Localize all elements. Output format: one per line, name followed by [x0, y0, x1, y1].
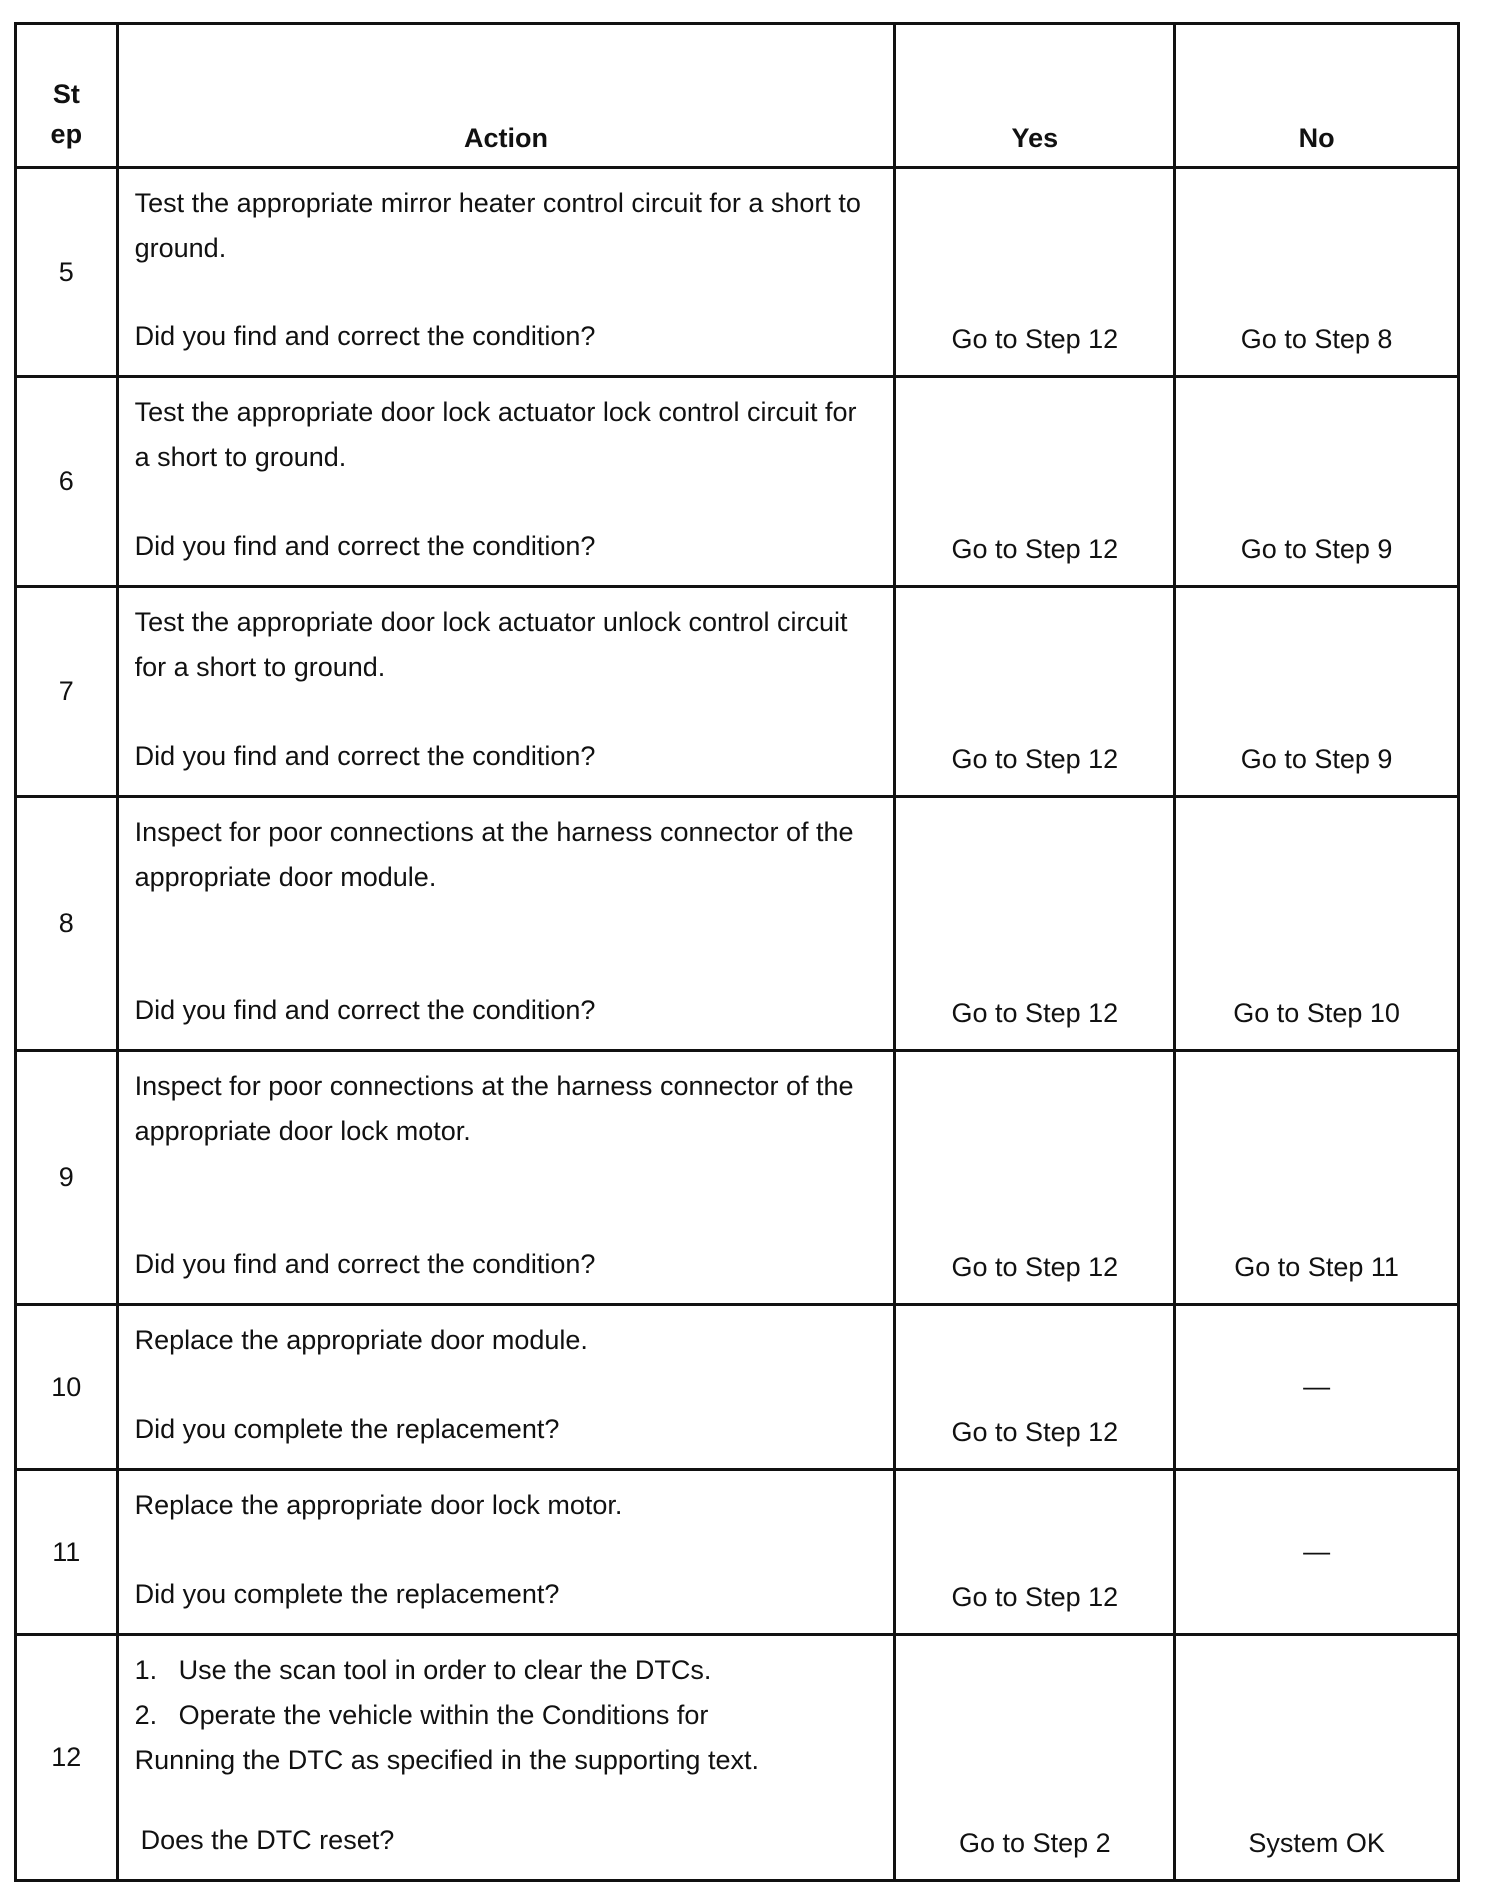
header-step-line2: ep	[50, 119, 83, 149]
table-row	[16, 377, 1459, 587]
action-cell	[117, 377, 895, 587]
action-cell	[117, 587, 895, 797]
table-row	[16, 168, 1459, 377]
step-number: 6	[16, 377, 118, 587]
table-row	[16, 1470, 1459, 1635]
action-text: Replace the appropriate door lock motor.	[134, 1490, 623, 1520]
yes-cell	[895, 377, 1175, 587]
step-number: 5	[16, 168, 118, 377]
action-question: Did you find and correct the condition?	[134, 1249, 596, 1279]
action-text: Test the appropriate door lock actuator lock control circuit for a short to ground.	[134, 397, 857, 472]
action-question: Does the DTC reset?	[140, 1825, 395, 1855]
action-cell	[117, 168, 895, 377]
header-step	[16, 24, 118, 168]
no-cell	[1175, 1051, 1459, 1305]
yes-answer: Go to Step 12	[951, 744, 1119, 774]
step-number: 9	[16, 1051, 118, 1305]
action-text: Inspect for poor connections at the harness connector of the appropriate door lock motor.	[134, 1071, 854, 1146]
yes-cell	[895, 1470, 1175, 1635]
no-answer: Go to Step 8	[1240, 324, 1393, 354]
action-cell	[117, 1051, 895, 1305]
header-step-line1: St	[52, 79, 80, 109]
step-number: 10	[16, 1305, 118, 1470]
no-cell	[1175, 1635, 1459, 1881]
yes-cell	[895, 1305, 1175, 1470]
action-cell	[117, 1635, 895, 1881]
action-question: Did you find and correct the condition?	[134, 741, 596, 771]
action-cell	[117, 797, 895, 1051]
action-text: Inspect for poor connections at the harness connector of the appropriate door module.	[134, 817, 854, 892]
action-question: Did you find and correct the condition?	[134, 995, 596, 1025]
step-number: 11	[16, 1470, 118, 1635]
list-item	[135, 1648, 864, 1693]
no-answer: Go to Step 11	[1234, 1252, 1399, 1282]
yes-answer: Go to Step 12	[951, 1417, 1119, 1447]
action-text: Test the appropriate door lock actuator unlock control circuit for a short to ground.	[134, 607, 848, 682]
table-row	[16, 587, 1459, 797]
no-cell	[1175, 797, 1459, 1051]
yes-answer: Go to Step 2	[959, 1828, 1111, 1858]
no-cell	[1175, 168, 1459, 377]
no-answer: Go to Step 9	[1240, 744, 1393, 774]
yes-answer: Go to Step 12	[951, 1252, 1119, 1282]
yes-answer: Go to Step 12	[951, 534, 1119, 564]
action-text: Test the appropriate mirror heater control circuit for a short to ground.	[134, 188, 861, 263]
step-number: 8	[16, 797, 118, 1051]
yes-answer: Go to Step 12	[951, 998, 1119, 1028]
action-question: Did you find and correct the condition?	[134, 531, 596, 561]
action-question: Did you complete the replacement?	[134, 1579, 560, 1609]
table-row	[16, 1635, 1459, 1881]
no-answer: Go to Step 9	[1240, 534, 1393, 564]
diagnostic-table	[14, 22, 1460, 1882]
header-no: No	[1175, 24, 1459, 168]
table-header-row	[16, 24, 1459, 168]
action-cell	[117, 1305, 895, 1470]
yes-cell	[895, 1051, 1175, 1305]
no-cell	[1175, 1470, 1459, 1635]
step-number: 12	[16, 1635, 118, 1881]
no-answer: —	[1303, 1536, 1331, 1567]
numbered-steps-list	[135, 1648, 864, 1738]
yes-cell	[895, 1635, 1175, 1881]
action-text: Replace the appropriate door module.	[134, 1325, 588, 1355]
yes-cell	[895, 168, 1175, 377]
no-answer: —	[1303, 1371, 1331, 1402]
list-item-text: Operate the vehicle within the Conditions for	[178, 1700, 709, 1730]
no-answer: Go to Step 10	[1233, 998, 1400, 1028]
action-text	[135, 1648, 864, 1783]
yes-answer: Go to Step 12	[951, 1582, 1119, 1612]
diagnostic-table-container	[14, 22, 1460, 1882]
action-cell	[117, 1470, 895, 1635]
yes-cell	[895, 797, 1175, 1051]
action-question: Did you find and correct the condition?	[134, 321, 596, 351]
no-cell	[1175, 587, 1459, 797]
list-item-text: Use the scan tool in order to clear the DTCs.	[178, 1655, 712, 1685]
action-question: Did you complete the replacement?	[134, 1414, 560, 1444]
no-answer: System OK	[1248, 1828, 1385, 1858]
list-item	[135, 1693, 864, 1738]
table-row	[16, 1305, 1459, 1470]
header-yes: Yes	[895, 24, 1175, 168]
table-row	[16, 1051, 1459, 1305]
step-number: 7	[16, 587, 118, 797]
yes-cell	[895, 587, 1175, 797]
yes-answer: Go to Step 12	[951, 324, 1119, 354]
header-action: Action	[117, 24, 895, 168]
no-cell	[1175, 377, 1459, 587]
list-item-number: 1.	[134, 1655, 158, 1685]
list-continuation: Running the DTC as specified in the supporting text.	[134, 1745, 759, 1775]
list-item-number: 2.	[134, 1700, 158, 1730]
no-cell	[1175, 1305, 1459, 1470]
table-row	[16, 797, 1459, 1051]
